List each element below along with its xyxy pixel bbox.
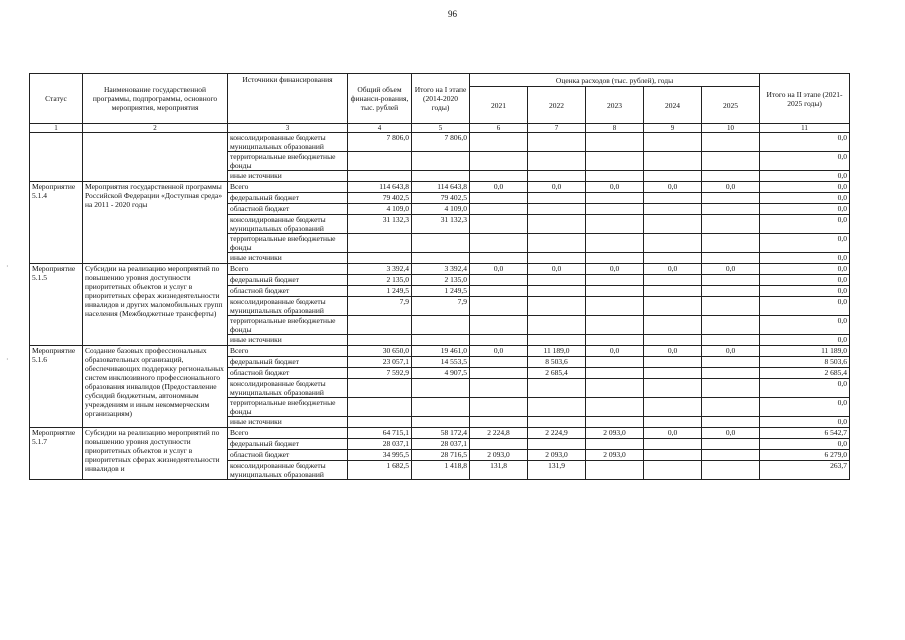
name-cell: Создание базовых профессиональных образовательных организаций, обеспечивающих поддержку региональных систем инклюзивного профессионального образования инвалидов (Предоставление субсидий бюджетным, автономным учреждениям и иным некоммерческим организациям) [83,346,228,428]
cell-y2021 [470,193,528,204]
cell-total: 7 806,0 [348,133,412,152]
cell-stage1: 4 109,0 [412,204,470,215]
cell-stage1 [412,234,470,253]
page-number: 96 [448,9,457,19]
cell-stage2: 6 542,7 [760,428,850,439]
cell-y2022: 11 189,0 [528,346,586,357]
table-row [30,182,850,193]
source-cell: консолидированные бюджеты муниципальных образований [228,297,348,316]
cell-y2022: 2 685,4 [528,368,586,379]
cell-stage1: 28 037,1 [412,439,470,450]
column-index: 10 [702,124,760,133]
cell-y2023 [586,286,644,297]
cell-total: 31 132,3 [348,215,412,234]
financing-table [29,73,850,480]
cell-y2021 [470,234,528,253]
column-index: 5 [412,124,470,133]
cell-y2025 [702,379,760,398]
cell-y2025: 0,0 [702,182,760,193]
cell-total [348,335,412,346]
header-row-1 [30,74,850,87]
cell-total: 114 643,8 [348,182,412,193]
cell-y2023 [586,379,644,398]
cell-y2022 [528,335,586,346]
cell-y2022 [528,215,586,234]
cell-total: 79 402,5 [348,193,412,204]
scan-mark: · [6,355,9,364]
cell-y2021 [470,215,528,234]
cell-stage1 [412,398,470,417]
cell-y2022 [528,275,586,286]
cell-y2023 [586,417,644,428]
cell-stage2: 263,7 [760,461,850,480]
cell-y2022 [528,152,586,171]
cell-y2021: 2 093,0 [470,450,528,461]
cell-y2024 [644,193,702,204]
cell-y2022: 2 224,9 [528,428,586,439]
cell-stage2: 0,0 [760,182,850,193]
table-row [30,133,850,152]
cell-y2021 [470,398,528,417]
scan-mark: · [6,262,9,271]
cell-y2023 [586,335,644,346]
cell-y2023 [586,439,644,450]
cell-y2023 [586,234,644,253]
cell-total: 7 592,9 [348,368,412,379]
source-cell: Всего [228,346,348,357]
cell-y2022 [528,417,586,428]
cell-stage1: 7 806,0 [412,133,470,152]
cell-y2021 [470,368,528,379]
table-row [30,264,850,275]
cell-y2025 [702,461,760,480]
status-cell: Мероприятие 5.1.6 [30,346,83,428]
cell-y2022: 8 503,6 [528,357,586,368]
cell-y2022 [528,316,586,335]
cell-y2022 [528,234,586,253]
cell-y2023 [586,204,644,215]
header-year: 2025 [702,87,760,124]
cell-total [348,152,412,171]
cell-y2021 [470,286,528,297]
column-index: 8 [586,124,644,133]
cell-y2021 [470,439,528,450]
cell-y2021 [470,379,528,398]
column-index: 2 [83,124,228,133]
header-name: Наименование государственной программы, подпрограммы, основного мероприятия, мероприятия [83,74,228,124]
source-cell: территориальные внебюджетные фонды [228,398,348,417]
cell-y2024 [644,439,702,450]
cell-y2023 [586,171,644,182]
cell-y2025 [702,152,760,171]
source-cell: территориальные внебюджетные фонды [228,152,348,171]
header-year: 2021 [470,87,528,124]
cell-y2021 [470,275,528,286]
cell-y2024 [644,450,702,461]
source-cell: Всего [228,182,348,193]
cell-y2024 [644,234,702,253]
cell-stage1: 14 553,5 [412,357,470,368]
cell-y2021 [470,417,528,428]
cell-y2021: 0,0 [470,182,528,193]
cell-stage2: 2 685,4 [760,368,850,379]
cell-y2021 [470,253,528,264]
cell-y2025 [702,275,760,286]
cell-y2025 [702,171,760,182]
cell-y2023 [586,152,644,171]
cell-y2025: 0,0 [702,346,760,357]
cell-y2025 [702,204,760,215]
header-year: 2023 [586,87,644,124]
cell-y2025 [702,316,760,335]
cell-total: 4 109,0 [348,204,412,215]
cell-y2022: 131,9 [528,461,586,480]
source-cell: территориальные внебюджетные фонды [228,234,348,253]
cell-total: 30 650,0 [348,346,412,357]
cell-y2024 [644,152,702,171]
cell-y2022 [528,204,586,215]
cell-total [348,379,412,398]
cell-y2023: 0,0 [586,264,644,275]
cell-stage1: 2 135,0 [412,275,470,286]
column-index: 11 [760,124,850,133]
cell-stage2: 0,0 [760,297,850,316]
source-cell: иные источники [228,417,348,428]
column-index-row [30,124,850,133]
column-index: 7 [528,124,586,133]
source-cell: областной бюджет [228,450,348,461]
source-cell: областной бюджет [228,204,348,215]
status-cell: Мероприятие 5.1.4 [30,182,83,264]
cell-y2023 [586,215,644,234]
cell-stage1: 1 249,5 [412,286,470,297]
cell-y2023 [586,297,644,316]
cell-y2024 [644,204,702,215]
cell-total [348,234,412,253]
name-cell: Субсидии на реализацию мероприятий по повышению уровня доступности приоритетных объектов и услуг в приоритетных сферах жизнедеятельности инвалидов и [83,428,228,480]
cell-stage2: 6 279,0 [760,450,850,461]
cell-total: 2 135,0 [348,275,412,286]
cell-stage2: 11 189,0 [760,346,850,357]
cell-stage1: 31 132,3 [412,215,470,234]
cell-stage1 [412,316,470,335]
header-stage1: Итого на I этапе (2014-2020 годы) [412,74,470,124]
cell-y2021: 0,0 [470,264,528,275]
column-index: 9 [644,124,702,133]
cell-y2022 [528,253,586,264]
source-cell: федеральный бюджет [228,357,348,368]
cell-stage2: 0,0 [760,152,850,171]
column-index: 4 [348,124,412,133]
status-cell: Мероприятие 5.1.7 [30,428,83,480]
cell-y2023 [586,357,644,368]
cell-stage2: 0,0 [760,204,850,215]
header-year: 2022 [528,87,586,124]
cell-y2024 [644,379,702,398]
cell-y2024 [644,297,702,316]
source-cell: консолидированные бюджеты муниципальных образований [228,379,348,398]
header-estimate: Оценка расходов (тыс. рублей), годы [470,74,760,87]
cell-stage1 [412,417,470,428]
cell-y2024 [644,335,702,346]
cell-total: 34 995,5 [348,450,412,461]
cell-y2021 [470,297,528,316]
source-cell: областной бюджет [228,368,348,379]
cell-total [348,253,412,264]
header-sources: Источники финансирования [228,74,348,124]
cell-y2023 [586,398,644,417]
cell-stage1: 58 172,4 [412,428,470,439]
status-cell [30,133,83,182]
cell-total [348,417,412,428]
cell-y2021: 131,8 [470,461,528,480]
cell-stage2: 0,0 [760,439,850,450]
cell-y2021 [470,152,528,171]
cell-y2025: 0,0 [702,264,760,275]
cell-y2024 [644,286,702,297]
cell-y2022: 0,0 [528,264,586,275]
cell-total: 28 037,1 [348,439,412,450]
cell-y2024 [644,417,702,428]
cell-stage1: 19 461,0 [412,346,470,357]
cell-y2023 [586,368,644,379]
cell-y2023 [586,193,644,204]
cell-stage2: 0,0 [760,133,850,152]
cell-y2024 [644,275,702,286]
column-index: 3 [228,124,348,133]
source-cell: консолидированные бюджеты муниципальных образований [228,133,348,152]
cell-stage2: 0,0 [760,398,850,417]
cell-stage1: 7,9 [412,297,470,316]
cell-y2022 [528,193,586,204]
header-total: Общий объем финанси-рования, тыс. рублей [348,74,412,124]
cell-y2024 [644,133,702,152]
cell-stage2: 0,0 [760,417,850,428]
cell-y2023 [586,316,644,335]
source-cell: консолидированные бюджеты муниципальных образований [228,215,348,234]
cell-stage2: 0,0 [760,275,850,286]
cell-y2025 [702,450,760,461]
cell-y2024 [644,171,702,182]
cell-stage2: 8 503,6 [760,357,850,368]
cell-y2021: 0,0 [470,346,528,357]
cell-stage2: 0,0 [760,264,850,275]
cell-stage1: 114 643,8 [412,182,470,193]
cell-total: 23 057,1 [348,357,412,368]
column-index: 1 [30,124,83,133]
cell-y2022 [528,133,586,152]
cell-total [348,171,412,182]
cell-y2024: 0,0 [644,346,702,357]
cell-y2023 [586,133,644,152]
cell-stage2: 0,0 [760,286,850,297]
name-cell [83,133,228,182]
source-cell: федеральный бюджет [228,439,348,450]
cell-y2022: 0,0 [528,182,586,193]
cell-y2024 [644,398,702,417]
cell-stage2: 0,0 [760,335,850,346]
cell-y2021: 2 224,8 [470,428,528,439]
cell-y2023 [586,275,644,286]
table-row [30,346,850,357]
status-cell: Мероприятие 5.1.5 [30,264,83,346]
source-cell: федеральный бюджет [228,193,348,204]
cell-y2024 [644,253,702,264]
cell-y2025 [702,234,760,253]
cell-y2024 [644,215,702,234]
table-row [30,428,850,439]
cell-total: 1 249,5 [348,286,412,297]
cell-stage1: 3 392,4 [412,264,470,275]
cell-y2024: 0,0 [644,182,702,193]
source-cell: федеральный бюджет [228,275,348,286]
source-cell: консолидированные бюджеты муниципальных образований [228,461,348,480]
cell-stage2: 0,0 [760,316,850,335]
cell-y2025 [702,439,760,450]
cell-total: 1 682,5 [348,461,412,480]
table-body [30,124,850,480]
cell-total: 3 392,4 [348,264,412,275]
source-cell: иные источники [228,253,348,264]
cell-y2025 [702,357,760,368]
cell-y2024 [644,357,702,368]
cell-total: 7,9 [348,297,412,316]
header-year: 2024 [644,87,702,124]
header-stage2: Итого на II этапе (2021-2025 годы) [760,74,850,124]
cell-y2021 [470,357,528,368]
cell-y2022 [528,379,586,398]
source-cell: Всего [228,264,348,275]
cell-y2021 [470,133,528,152]
cell-y2025 [702,417,760,428]
source-cell: областной бюджет [228,286,348,297]
cell-y2024 [644,461,702,480]
cell-y2023: 0,0 [586,346,644,357]
cell-stage1: 79 402,5 [412,193,470,204]
cell-y2024 [644,316,702,335]
cell-y2024 [644,368,702,379]
cell-y2023 [586,461,644,480]
cell-stage1 [412,379,470,398]
cell-y2025 [702,253,760,264]
cell-stage1 [412,253,470,264]
cell-y2024: 0,0 [644,428,702,439]
cell-stage1 [412,152,470,171]
cell-y2025: 0,0 [702,428,760,439]
cell-y2021 [470,316,528,335]
cell-y2025 [702,133,760,152]
cell-stage2: 0,0 [760,253,850,264]
column-index: 6 [470,124,528,133]
cell-y2022 [528,286,586,297]
cell-y2023: 0,0 [586,182,644,193]
cell-y2025 [702,335,760,346]
cell-y2022 [528,297,586,316]
cell-y2022 [528,171,586,182]
cell-stage2: 0,0 [760,193,850,204]
cell-stage1: 4 907,5 [412,368,470,379]
cell-y2021 [470,335,528,346]
cell-y2025 [702,193,760,204]
source-cell: территориальные внебюджетные фонды [228,316,348,335]
source-cell: иные источники [228,171,348,182]
cell-y2021 [470,171,528,182]
cell-stage2: 0,0 [760,171,850,182]
cell-y2022 [528,398,586,417]
cell-y2022: 2 093,0 [528,450,586,461]
name-cell: Субсидии на реализацию мероприятий по повышению уровня доступности приоритетных объектов и услуг в приоритетных сферах жизнедеятельности инвалидов и других маломобильных групп населения (Межбюджетные трансферты) [83,264,228,346]
header-status: Статус [30,74,83,124]
cell-stage2: 0,0 [760,234,850,253]
cell-y2025 [702,368,760,379]
cell-y2024: 0,0 [644,264,702,275]
cell-total [348,398,412,417]
cell-y2025 [702,286,760,297]
cell-y2023: 2 093,0 [586,428,644,439]
cell-total [348,316,412,335]
cell-y2025 [702,215,760,234]
name-cell: Мероприятия государственной программы Российской Федерации «Доступная среда» на 2011 - 2020 годы [83,182,228,264]
cell-y2025 [702,297,760,316]
cell-y2022 [528,439,586,450]
cell-stage1: 1 418,8 [412,461,470,480]
cell-stage2: 0,0 [760,215,850,234]
cell-y2021 [470,204,528,215]
cell-y2023: 2 093,0 [586,450,644,461]
source-cell: иные источники [228,335,348,346]
cell-stage1 [412,171,470,182]
cell-y2023 [586,253,644,264]
cell-total: 64 715,1 [348,428,412,439]
cell-stage2: 0,0 [760,379,850,398]
cell-stage1 [412,335,470,346]
cell-y2025 [702,398,760,417]
source-cell: Всего [228,428,348,439]
cell-stage1: 28 716,5 [412,450,470,461]
